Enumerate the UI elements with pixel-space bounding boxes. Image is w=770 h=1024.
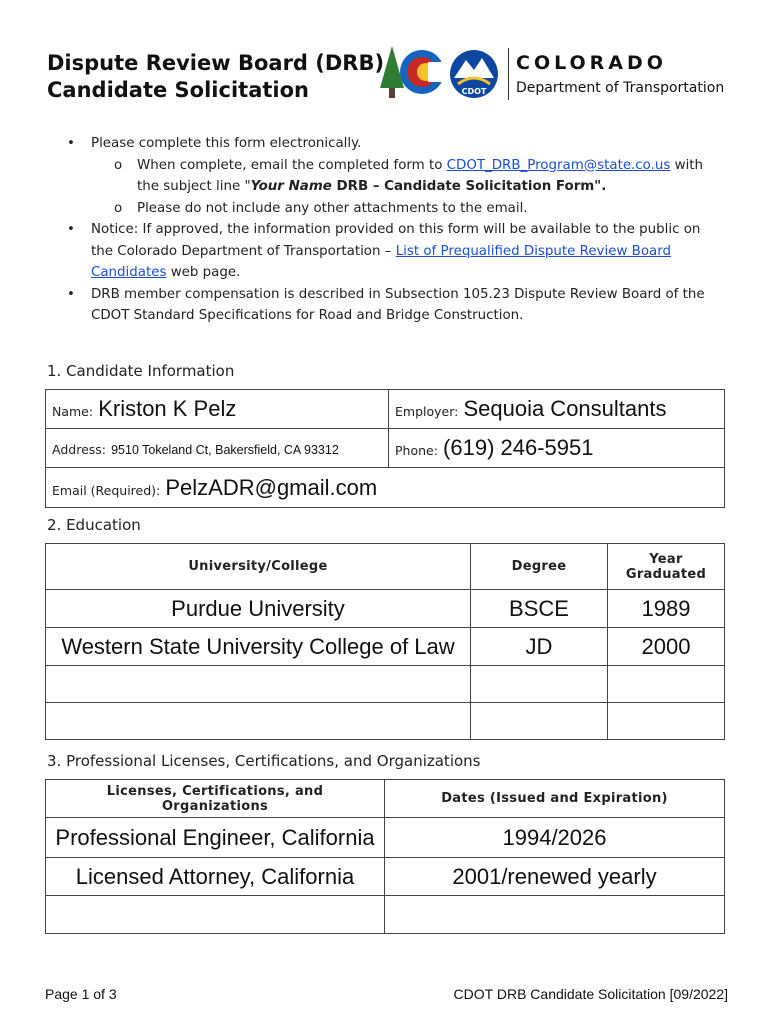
sub-bullet-text: with [670, 157, 704, 173]
bullet-text: the Colorado Department of Transportation – [91, 243, 396, 259]
sub-bullet-item [47, 198, 727, 220]
dates-cell[interactable]: 2001/renewed yearly [385, 858, 725, 896]
address-field[interactable] [46, 429, 389, 468]
bullet-text: Notice: If approved, the information provided on this form will be available to the public on [91, 222, 701, 237]
title-line-1: Dispute Review Board (DRB) [47, 51, 385, 75]
university-cell[interactable] [46, 703, 471, 740]
col-degree: Degree [471, 544, 608, 590]
form-identifier: CDOT DRB Candidate Solicitation [09/2022] [453, 986, 728, 1002]
table-row [46, 590, 725, 628]
subject-line-text: DRB – Candidate Solicitation Form". [331, 179, 607, 194]
bullet-item [47, 133, 727, 155]
university-cell[interactable] [46, 666, 471, 703]
employer-label: Employer: [395, 404, 459, 419]
license-cell[interactable] [46, 896, 385, 934]
cdot-badge-text: CDOT [461, 87, 487, 96]
logo-divider [508, 48, 509, 100]
cdot-logo [378, 44, 506, 104]
instructions [47, 133, 727, 327]
bullet-item [47, 284, 727, 327]
name-value: Kriston K Pelz [98, 396, 237, 421]
logo-wordmark: COLORADO [516, 52, 667, 74]
prequalified-list-link[interactable]: List of Prequalified Dispute Review Board [395, 243, 672, 259]
phone-field[interactable] [389, 429, 725, 468]
sub-bullet-text: When complete, email the completed form to [137, 157, 447, 173]
bullet-icon: • [67, 136, 75, 151]
table-row [46, 818, 725, 858]
university-cell[interactable]: Western State University College of Law [46, 628, 471, 666]
employer-value: Sequoia Consultants [463, 396, 667, 421]
name-field[interactable] [46, 390, 389, 429]
page-title [47, 50, 384, 104]
email-link[interactable]: CDOT_DRB_Program@state.co.us [446, 157, 671, 173]
col-dates: Dates (Issued and Expiration) [385, 780, 725, 818]
licenses-table [45, 779, 725, 934]
bullet-text: CDOT Standard Specifications for Road and Bridge Construction. [91, 308, 524, 323]
col-year [608, 544, 725, 590]
col-university: University/College [46, 544, 471, 590]
table-row [46, 628, 725, 666]
phone-value: (619) 246-5951 [443, 435, 594, 460]
section-candidate-title: 1. Candidate Information [47, 362, 235, 380]
dates-cell[interactable]: 1994/2026 [385, 818, 725, 858]
degree-cell[interactable] [471, 666, 608, 703]
year-cell[interactable] [608, 666, 725, 703]
education-table [45, 543, 725, 740]
bullet-icon: • [67, 286, 75, 302]
bullet-icon: • [67, 222, 75, 237]
dates-cell[interactable] [385, 896, 725, 934]
logo-department: Department of Transportation [516, 80, 725, 96]
degree-cell[interactable]: BSCE [471, 590, 608, 628]
degree-cell[interactable]: JD [471, 628, 608, 666]
bullet-text: web page. [166, 265, 241, 280]
employer-field[interactable] [389, 390, 725, 429]
phone-label: Phone: [395, 443, 438, 458]
section-licenses-title: 3. Professional Licenses, Certifications, and Organizations [47, 752, 481, 770]
address-label: Address: [52, 441, 106, 457]
sub-bullet-text: Please do not include any other attachments to the email. [137, 200, 528, 216]
your-name-emphasis: Your Name [250, 179, 332, 194]
email-value: PelzADR@gmail.com [165, 474, 378, 500]
name-label: Name: [52, 404, 94, 419]
sub-bullet-text: the subject line " [137, 179, 251, 194]
license-cell[interactable]: Professional Engineer, California [46, 818, 385, 858]
bullet-item [47, 219, 727, 284]
page-number: Page 1 of 3 [45, 986, 117, 1002]
sub-bullet-icon: o [114, 157, 123, 173]
table-row [46, 896, 725, 934]
degree-cell[interactable] [471, 703, 608, 740]
col-license: Licenses, Certifications, and Organizations [46, 780, 385, 818]
table-row [46, 703, 725, 740]
col-year-line1: Year [649, 551, 683, 567]
col-year-line2: Graduated [625, 566, 707, 582]
year-cell[interactable]: 2000 [608, 628, 725, 666]
bullet-text: DRB member compensation is described in Subsection 105.23 Dispute Review Board of the [91, 286, 705, 302]
sub-bullet-icon: o [114, 200, 123, 216]
table-row [46, 666, 725, 703]
year-cell[interactable]: 1989 [608, 590, 725, 628]
year-cell[interactable] [608, 703, 725, 740]
table-row [46, 858, 725, 896]
email-label: Email (Required): [52, 482, 161, 498]
address-value: 9510 Tokeland Ct, Bakersfield, CA 93312 [111, 442, 339, 457]
prequalified-list-link-cont[interactable]: Candidates [91, 265, 167, 280]
bullet-text: Please complete this form electronically. [91, 136, 362, 151]
email-field[interactable] [46, 468, 725, 508]
candidate-info-table [45, 389, 725, 508]
license-cell[interactable]: Licensed Attorney, California [46, 858, 385, 896]
section-education-title: 2. Education [47, 516, 141, 534]
sub-bullet-item [47, 155, 727, 198]
title-line-2: Candidate Solicitation [47, 78, 309, 102]
university-cell[interactable]: Purdue University [46, 590, 471, 628]
